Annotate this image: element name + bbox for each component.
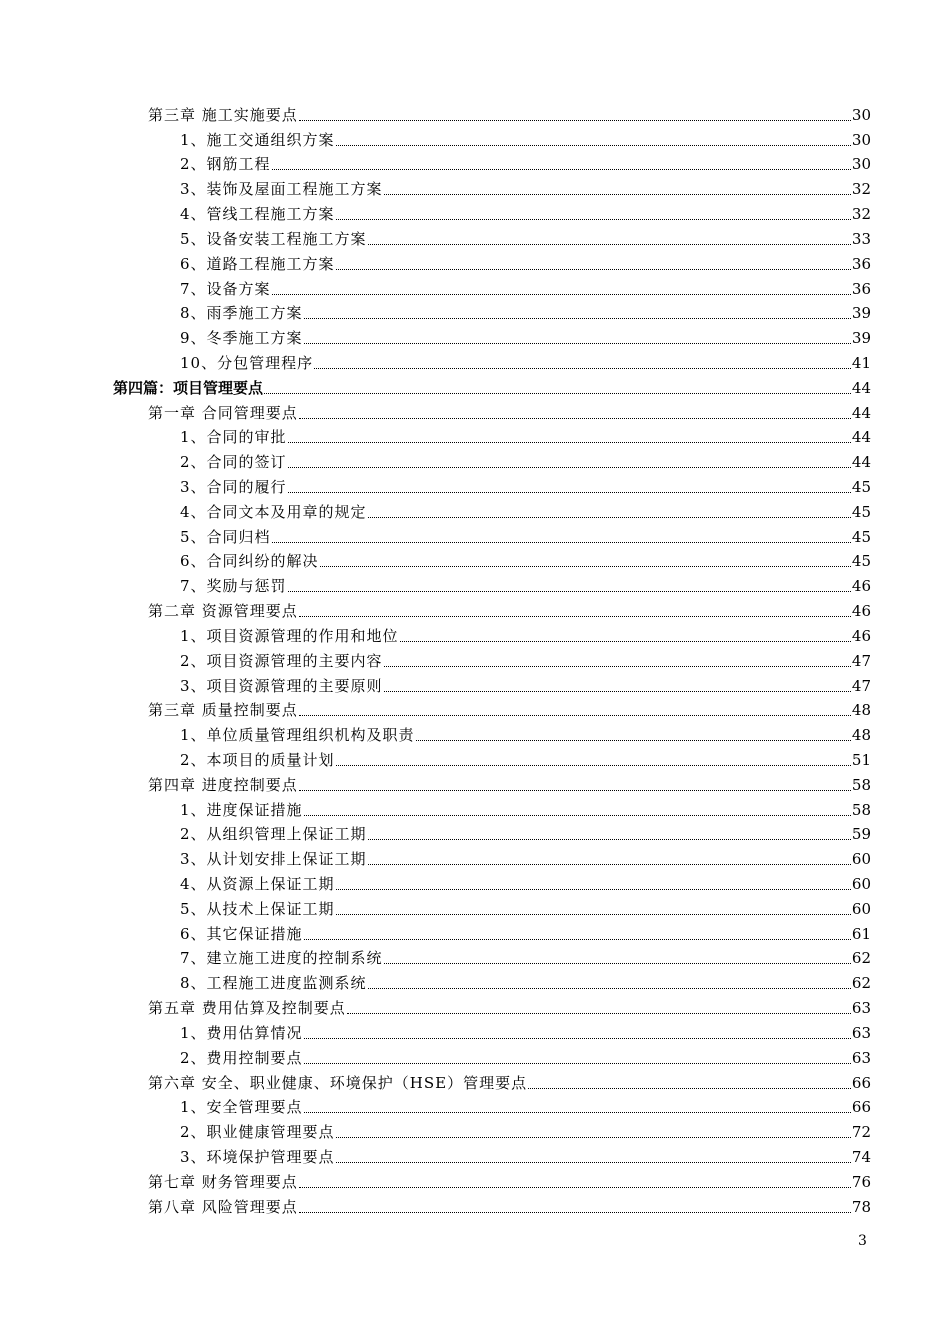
toc-entry-section[interactable]	[0, 200, 950, 225]
toc-entry-title: 5、从技术上保证工期	[180, 899, 335, 918]
toc-entry-title: 5、合同归档	[180, 527, 271, 546]
toc-entry-title: 1、单位质量管理组织机构及职责	[180, 726, 415, 745]
toc-entry-chapter[interactable]	[0, 771, 950, 796]
toc-entry-page-number: 72	[851, 1123, 871, 1142]
toc-entry-page-number: 44	[851, 453, 871, 472]
toc-entry-page-number: 59	[851, 825, 871, 844]
toc-dot-leader	[304, 1112, 851, 1113]
toc-dot-leader	[299, 715, 851, 716]
toc-entry-page-number: 39	[851, 329, 871, 348]
toc-entry-page-number: 58	[851, 775, 871, 794]
toc-dot-leader	[304, 1038, 851, 1039]
toc-entry-title: 6、其它保证措施	[180, 924, 303, 943]
toc-entry-section[interactable]	[0, 1094, 950, 1119]
toc-entry-title: 9、冬季施工方案	[180, 329, 303, 348]
toc-dot-leader	[368, 864, 851, 865]
toc-dot-leader	[368, 839, 851, 840]
toc-entry-page-number: 63	[851, 999, 871, 1018]
toc-entry-title: 7、奖励与惩罚	[180, 577, 287, 596]
toc-entry-title: 4、合同文本及用章的规定	[180, 502, 367, 521]
toc-entry-page-number: 47	[851, 651, 871, 670]
toc-entry-section[interactable]	[0, 175, 950, 200]
toc-dot-leader	[299, 1187, 851, 1188]
toc-entry-page-number: 48	[851, 726, 871, 745]
toc-dot-leader	[384, 194, 851, 195]
toc-dot-leader	[288, 467, 851, 468]
toc-entry-section[interactable]	[0, 821, 950, 846]
toc-entry-title: 2、本项目的质量计划	[180, 750, 335, 769]
toc-entry-page-number: 60	[851, 899, 871, 918]
toc-entry-title: 1、安全管理要点	[180, 1098, 303, 1117]
toc-entry-title: 1、施工交通组织方案	[180, 130, 335, 149]
toc-entry-section[interactable]	[0, 250, 950, 275]
toc-dot-leader	[368, 517, 851, 518]
toc-entry-title: 2、钢筋工程	[180, 155, 271, 174]
toc-entry-title: 2、从组织管理上保证工期	[180, 825, 367, 844]
toc-entry-section[interactable]	[0, 498, 950, 523]
toc-entry-section[interactable]	[0, 275, 950, 300]
toc-entry-section[interactable]	[0, 746, 950, 771]
toc-entry-title: 3、合同的履行	[180, 478, 287, 496]
toc-dot-leader	[336, 765, 851, 766]
toc-entry-page-number: 78	[851, 1197, 871, 1216]
toc-entry-page-number: 45	[851, 527, 871, 546]
toc-dot-leader	[299, 616, 851, 617]
toc-dot-leader	[272, 169, 851, 170]
toc-entry-title: 第四篇：项目管理要点	[113, 378, 264, 397]
toc-entry-section[interactable]	[0, 126, 950, 151]
toc-entry-section[interactable]	[0, 895, 950, 920]
toc-dot-leader	[304, 939, 851, 940]
toc-dot-leader	[299, 1212, 851, 1213]
toc-dot-leader	[336, 219, 851, 220]
toc-entry-section[interactable]	[0, 300, 950, 325]
toc-entry-section[interactable]	[0, 647, 950, 672]
toc-entry-title: 7、设备方案	[180, 279, 271, 298]
toc-entry-page-number: 32	[851, 180, 871, 199]
toc-entry-section[interactable]	[0, 473, 950, 498]
toc-entry-page-number: 46	[851, 626, 871, 645]
toc-dot-leader	[304, 1063, 851, 1064]
toc-entry-section[interactable]	[0, 920, 950, 945]
toc-entry-title: 第六章 安全、职业健康、环境保护（HSE）管理要点	[148, 1073, 528, 1092]
toc-entry-section[interactable]	[0, 796, 950, 821]
toc-entry-page-number: 62	[851, 974, 871, 993]
toc-dot-leader	[384, 963, 851, 964]
toc-entry-title: 第五章 费用估算及控制要点	[148, 999, 346, 1018]
toc-dot-leader	[304, 318, 851, 319]
toc-entry-chapter[interactable]	[0, 1168, 950, 1193]
toc-entry-title: 4、管线工程施工方案	[180, 205, 335, 224]
toc-entry-page-number: 46	[851, 577, 871, 596]
toc-entry-page-number: 30	[851, 155, 871, 174]
toc-entry-chapter[interactable]	[0, 1069, 950, 1094]
toc-dot-leader	[320, 566, 851, 567]
toc-entry-section[interactable]	[0, 424, 950, 449]
toc-entry-page-number: 63	[851, 1048, 871, 1067]
toc-dot-leader	[528, 1088, 851, 1089]
toc-entry-page-number: 30	[851, 105, 871, 124]
toc-entry-title: 6、合同纠纷的解决	[180, 552, 319, 571]
toc-dot-leader	[272, 542, 851, 543]
toc-dot-leader	[336, 889, 851, 890]
toc-entry-title: 3、装饰及屋面工程施工方案	[180, 180, 383, 199]
toc-dot-leader	[384, 691, 851, 692]
toc-entry-page-number: 51	[851, 750, 871, 769]
toc-entry-chapter[interactable]	[0, 597, 950, 622]
toc-entry-page-number: 45	[851, 502, 871, 521]
toc-entry-page-number: 58	[851, 800, 871, 819]
toc-dot-leader	[314, 368, 851, 369]
toc-entry-section[interactable]	[0, 548, 950, 573]
toc-entry-page-number: 41	[851, 353, 871, 372]
toc-entry-section[interactable]	[0, 523, 950, 548]
toc-entry-page-number: 33	[851, 229, 871, 248]
toc-entry-title: 第四章 进度控制要点	[148, 775, 298, 794]
toc-entry-page-number: 76	[851, 1172, 871, 1191]
toc-entry-chapter[interactable]	[0, 697, 950, 722]
toc-entry-title: 1、费用估算情况	[180, 1023, 303, 1042]
toc-dot-leader	[368, 244, 851, 245]
toc-entry-page-number: 39	[851, 304, 871, 323]
toc-entry-section[interactable]	[0, 324, 950, 349]
toc-dot-leader	[304, 343, 851, 344]
toc-entry-title: 3、环境保护管理要点	[180, 1147, 335, 1166]
toc-entry-section[interactable]	[0, 870, 950, 895]
toc-entry-page-number: 66	[851, 1073, 871, 1092]
toc-entry-title: 7、建立施工进度的控制系统	[180, 949, 383, 968]
toc-dot-leader	[336, 145, 851, 146]
toc-entry-page-number: 44	[851, 378, 871, 397]
toc-entry-page-number: 44	[851, 403, 871, 422]
toc-entry-section[interactable]	[0, 845, 950, 870]
toc-entry-page-number: 46	[851, 602, 871, 621]
toc-entry-section[interactable]	[0, 349, 950, 374]
toc-entry-title: 6、道路工程施工方案	[180, 254, 335, 273]
toc-entry-title: 第一章 合同管理要点	[148, 403, 298, 422]
toc-entry-chapter[interactable]	[0, 994, 950, 1019]
table-of-contents	[0, 101, 950, 1218]
toc-entry-page-number: 47	[851, 676, 871, 695]
toc-entry-title: 1、合同的审批	[180, 428, 287, 447]
toc-entry-title: 2、项目资源管理的主要内容	[180, 651, 383, 670]
toc-entry-section[interactable]	[0, 969, 950, 994]
toc-entry-title: 第八章 风险管理要点	[148, 1197, 298, 1216]
toc-entry-title: 8、雨季施工方案	[180, 304, 303, 323]
toc-entry-page-number: 36	[851, 254, 871, 273]
toc-dot-leader	[304, 815, 851, 816]
toc-entry-section[interactable]	[0, 721, 950, 746]
toc-entry-section[interactable]	[0, 945, 950, 970]
toc-dot-leader	[347, 1013, 851, 1014]
toc-entry-page-number: 60	[851, 875, 871, 893]
toc-dot-leader	[336, 914, 851, 915]
toc-dot-leader	[368, 988, 851, 989]
toc-entry-page-number: 45	[851, 478, 871, 496]
toc-entry-section[interactable]	[0, 572, 950, 597]
toc-entry-page-number: 45	[851, 552, 871, 571]
toc-dot-leader	[336, 269, 851, 270]
toc-dot-leader	[288, 492, 851, 493]
page-number: 3	[858, 1233, 867, 1249]
toc-entry-page-number: 32	[851, 205, 871, 224]
toc-dot-leader	[272, 294, 851, 295]
toc-entry-title: 第三章 施工实施要点	[148, 105, 298, 124]
toc-entry-title: 1、进度保证措施	[180, 800, 303, 819]
toc-entry-title: 3、从计划安排上保证工期	[180, 850, 367, 869]
toc-entry-section[interactable]	[0, 151, 950, 176]
toc-entry-title: 2、职业健康管理要点	[180, 1123, 335, 1142]
toc-entry-page-number: 30	[851, 130, 871, 149]
toc-entry-page-number: 48	[851, 701, 871, 720]
toc-entry-section[interactable]	[0, 1118, 950, 1143]
toc-entry-title: 2、合同的签订	[180, 453, 287, 472]
toc-entry-chapter[interactable]	[0, 101, 950, 126]
toc-dot-leader	[336, 1137, 851, 1138]
toc-dot-leader	[288, 442, 851, 443]
toc-entry-section[interactable]	[0, 448, 950, 473]
toc-entry-section[interactable]	[0, 672, 950, 697]
toc-dot-leader	[336, 1162, 851, 1163]
toc-entry-section[interactable]	[0, 1044, 950, 1069]
toc-entry-title: 4、从资源上保证工期	[180, 875, 335, 893]
toc-entry-section[interactable]	[0, 225, 950, 250]
toc-entry-title: 第二章 资源管理要点	[148, 602, 298, 621]
toc-entry-part[interactable]	[0, 374, 950, 399]
toc-entry-title: 10、分包管理程序	[180, 353, 314, 372]
toc-entry-title: 第三章 质量控制要点	[148, 701, 298, 720]
toc-entry-page-number: 63	[851, 1023, 871, 1042]
toc-dot-leader	[400, 641, 851, 642]
toc-dot-leader	[384, 666, 851, 667]
toc-entry-title: 3、项目资源管理的主要原则	[180, 676, 383, 695]
toc-entry-chapter[interactable]	[0, 399, 950, 424]
toc-entry-title: 1、项目资源管理的作用和地位	[180, 626, 399, 645]
toc-entry-title: 8、工程施工进度监测系统	[180, 974, 367, 993]
toc-dot-leader	[416, 740, 851, 741]
toc-entry-title: 2、费用控制要点	[180, 1048, 303, 1067]
toc-entry-page-number: 66	[851, 1098, 871, 1117]
toc-dot-leader	[299, 418, 851, 419]
toc-entry-page-number: 36	[851, 279, 871, 298]
toc-dot-leader	[288, 591, 851, 592]
toc-entry-page-number: 44	[851, 428, 871, 447]
toc-entry-page-number: 60	[851, 850, 871, 869]
toc-entry-section[interactable]	[0, 1143, 950, 1168]
toc-entry-page-number: 61	[851, 924, 871, 943]
toc-entry-section[interactable]	[0, 622, 950, 647]
toc-entry-page-number: 62	[851, 949, 871, 968]
toc-entry-page-number: 74	[851, 1147, 871, 1166]
toc-entry-section[interactable]	[0, 1019, 950, 1044]
toc-entry-title: 5、设备安装工程施工方案	[180, 229, 367, 248]
toc-dot-leader	[299, 120, 851, 121]
toc-dot-leader	[299, 790, 851, 791]
toc-dot-leader	[264, 393, 851, 394]
toc-entry-chapter[interactable]	[0, 1193, 950, 1218]
toc-entry-title: 第七章 财务管理要点	[148, 1172, 298, 1191]
